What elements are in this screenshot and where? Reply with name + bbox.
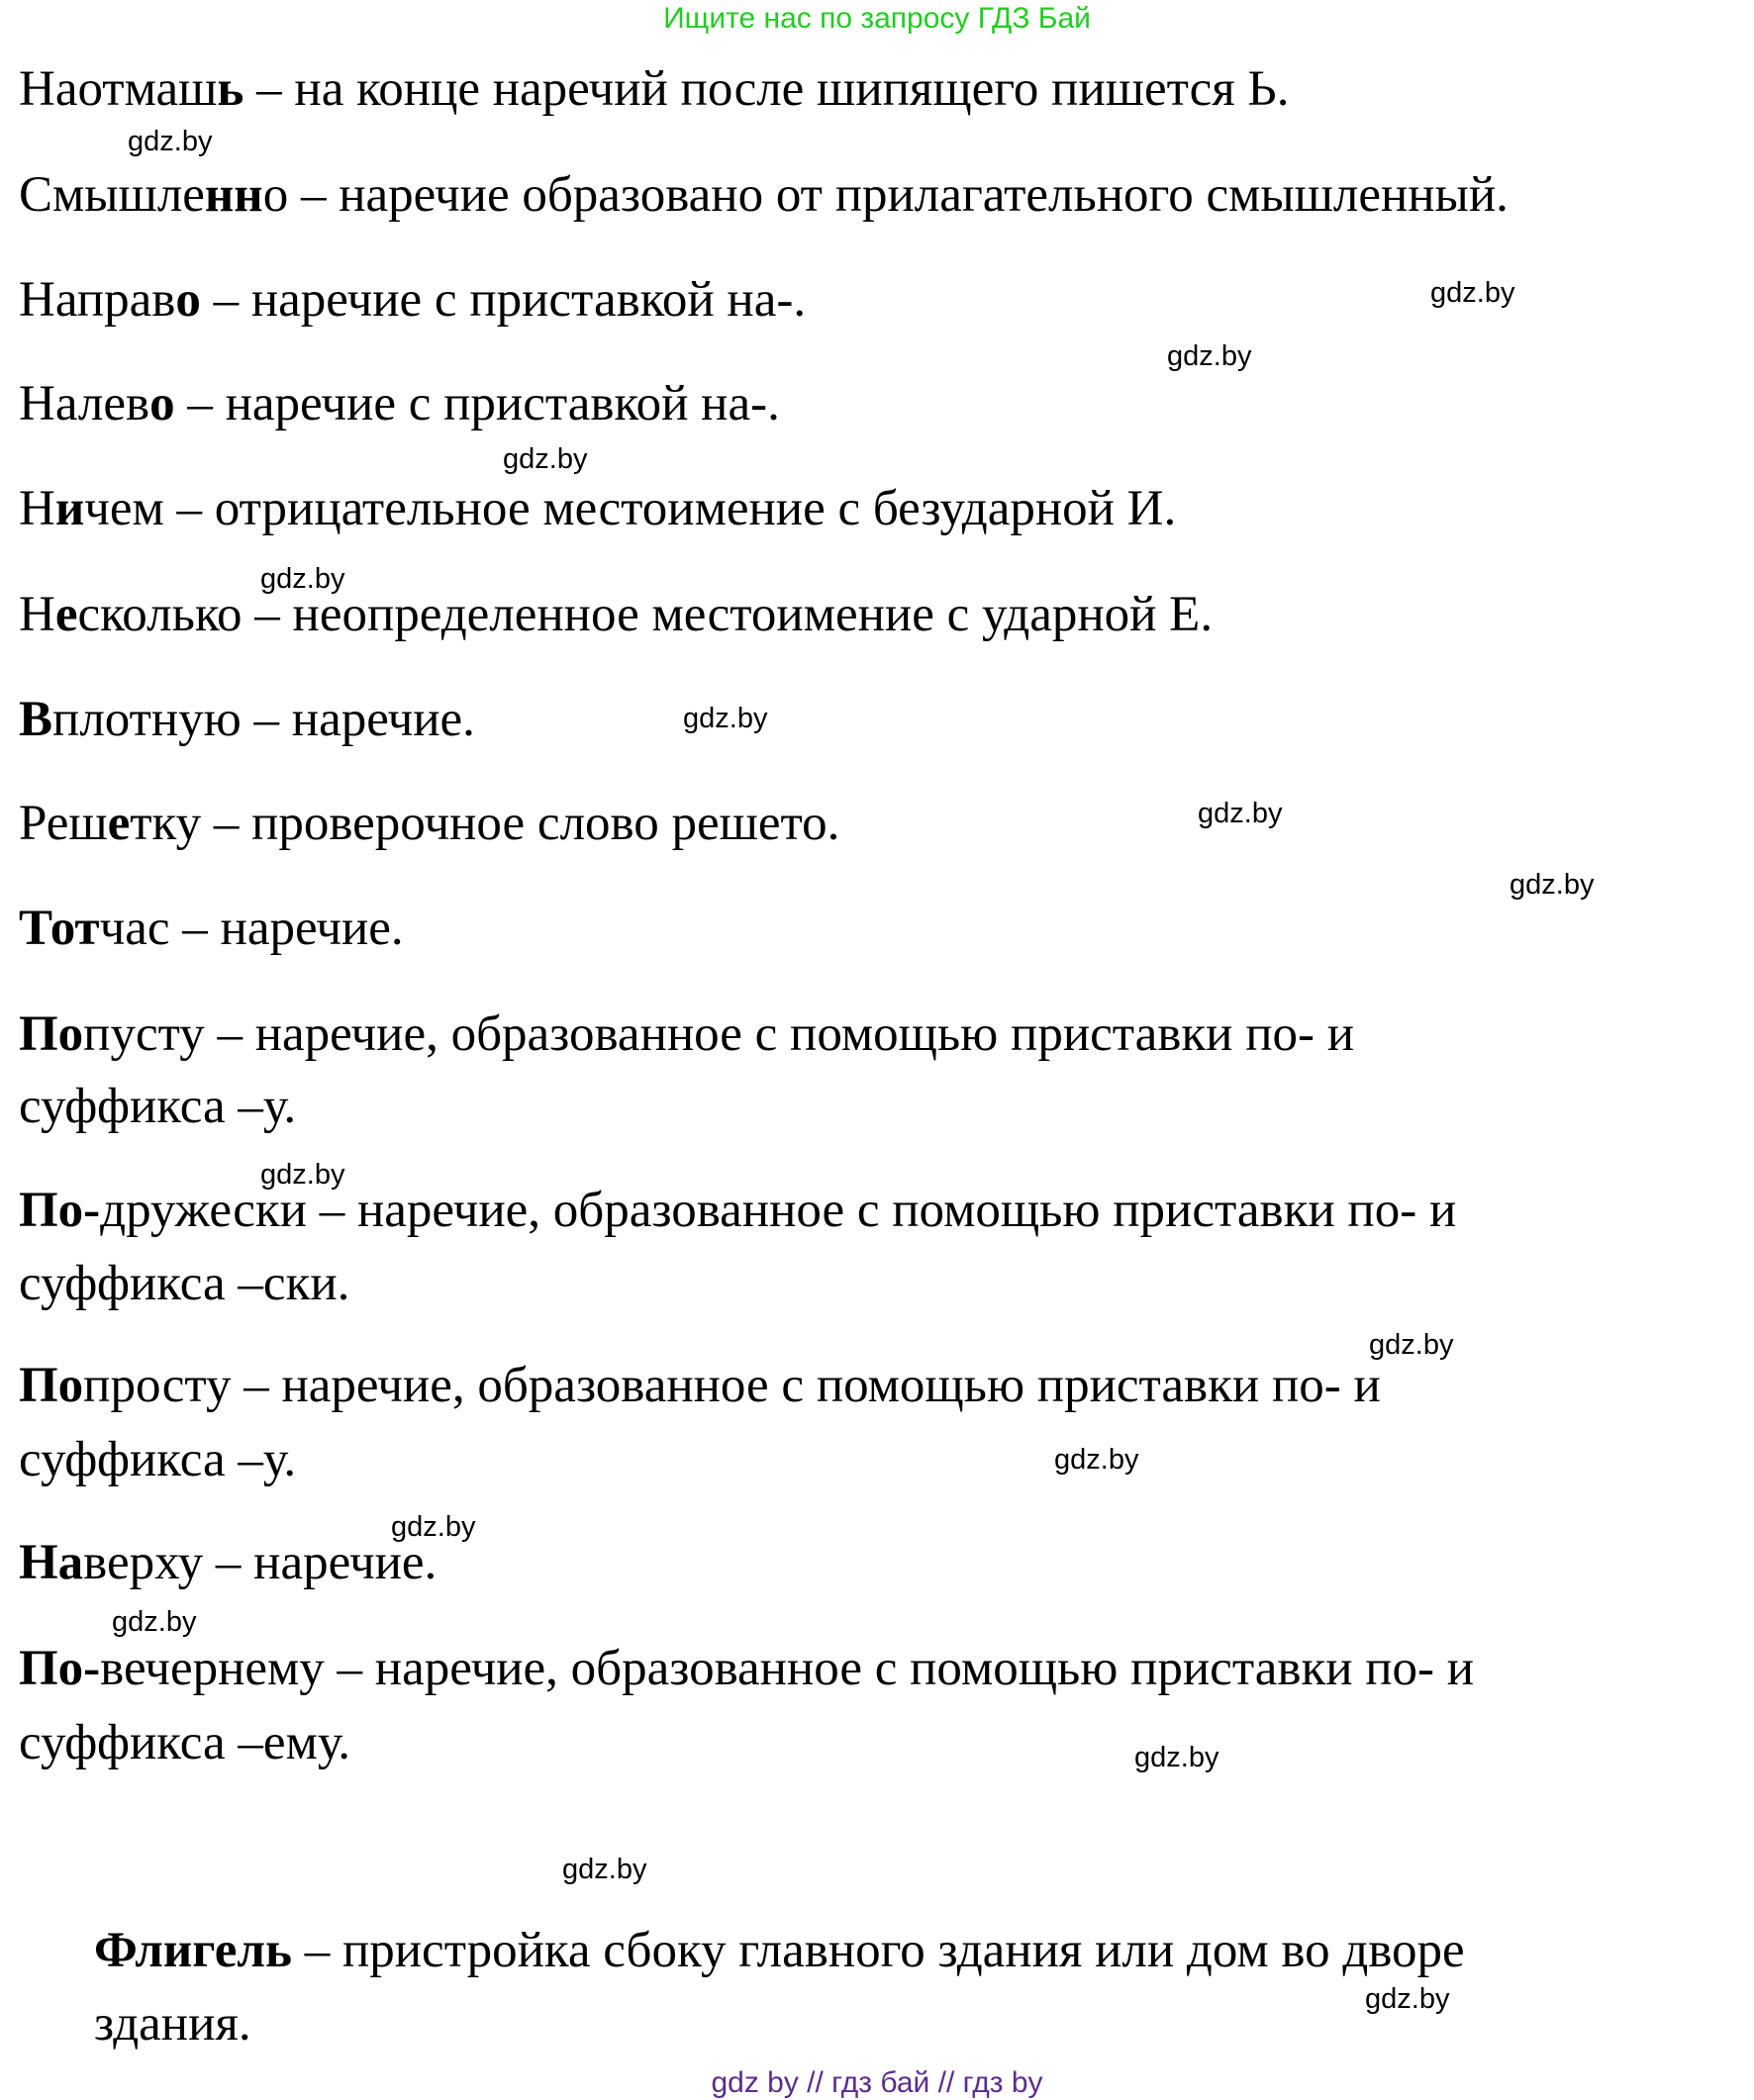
entry-line-continuation: суффикса –у.: [19, 1432, 297, 1487]
entry-line: Попусту – наречие, образованное с помощью приставки по- и: [19, 1006, 1355, 1062]
entry-line: Несколько – неопределенное местоимение с ударной Е.: [19, 587, 1214, 642]
entry-line: Направо – наречие с приставкой на-.: [19, 272, 807, 328]
watermark: gdz.by: [1167, 340, 1252, 372]
watermark: gdz.by: [112, 1606, 197, 1638]
entry-line: Наотмашь – на конце наречий после шипящего пишется Ь.: [19, 61, 1290, 117]
watermark: gdz.by: [1198, 798, 1283, 829]
entry-line: Решетку – проверочное слово решето.: [19, 796, 840, 851]
definition-line-continuation: здания.: [94, 1996, 251, 2052]
entry-line-continuation: суффикса –у.: [19, 1079, 297, 1134]
entry-line: По-вечернему – наречие, образованное с помощью приставки по- и: [19, 1641, 1475, 1696]
entry-line-continuation: суффикса –ски.: [19, 1256, 350, 1311]
watermark: gdz.by: [1134, 1742, 1219, 1773]
watermark: gdz.by: [260, 1159, 345, 1191]
watermark: gdz.by: [1510, 869, 1595, 901]
entry-line: Налево – наречие с приставкой на-.: [19, 376, 780, 431]
watermark: gdz.by: [1430, 277, 1515, 309]
entry-line-continuation: суффикса –ему.: [19, 1715, 350, 1770]
entry-line: Вплотную – наречие.: [19, 692, 475, 747]
watermark: gdz.by: [1054, 1444, 1139, 1476]
entry-line: Наверху – наречие.: [19, 1535, 438, 1590]
entry-line: По-дружески – наречие, образованное с помощью приставки по- и: [19, 1183, 1457, 1238]
watermark: gdz.by: [1365, 1983, 1450, 2015]
entry-line: Смышленно – наречие образовано от прилагательного смышленный.: [19, 167, 1509, 223]
entry-line: Попросту – наречие, образованное с помощью приставки по- и: [19, 1358, 1381, 1413]
watermark: gdz.by: [562, 1854, 647, 1885]
watermark: gdz.by: [260, 563, 345, 595]
entry-line: Тотчас – наречие.: [19, 901, 404, 956]
watermark: gdz.by: [128, 126, 213, 157]
definition-line: Флигель – пристройка сбоку главного здания или дом во дворе: [94, 1923, 1465, 1978]
search-hint-banner: Ищите нас по запросу ГДЗ Бай: [663, 2, 1091, 35]
watermark: gdz.by: [683, 703, 768, 734]
footer-links[interactable]: gdz by // гдз бай // гдз by: [711, 2066, 1043, 2099]
watermark: gdz.by: [391, 1511, 476, 1543]
watermark: gdz.by: [503, 443, 588, 475]
watermark: gdz.by: [1369, 1329, 1454, 1361]
entry-line: Ничем – отрицательное местоимение с безударной И.: [19, 481, 1177, 536]
